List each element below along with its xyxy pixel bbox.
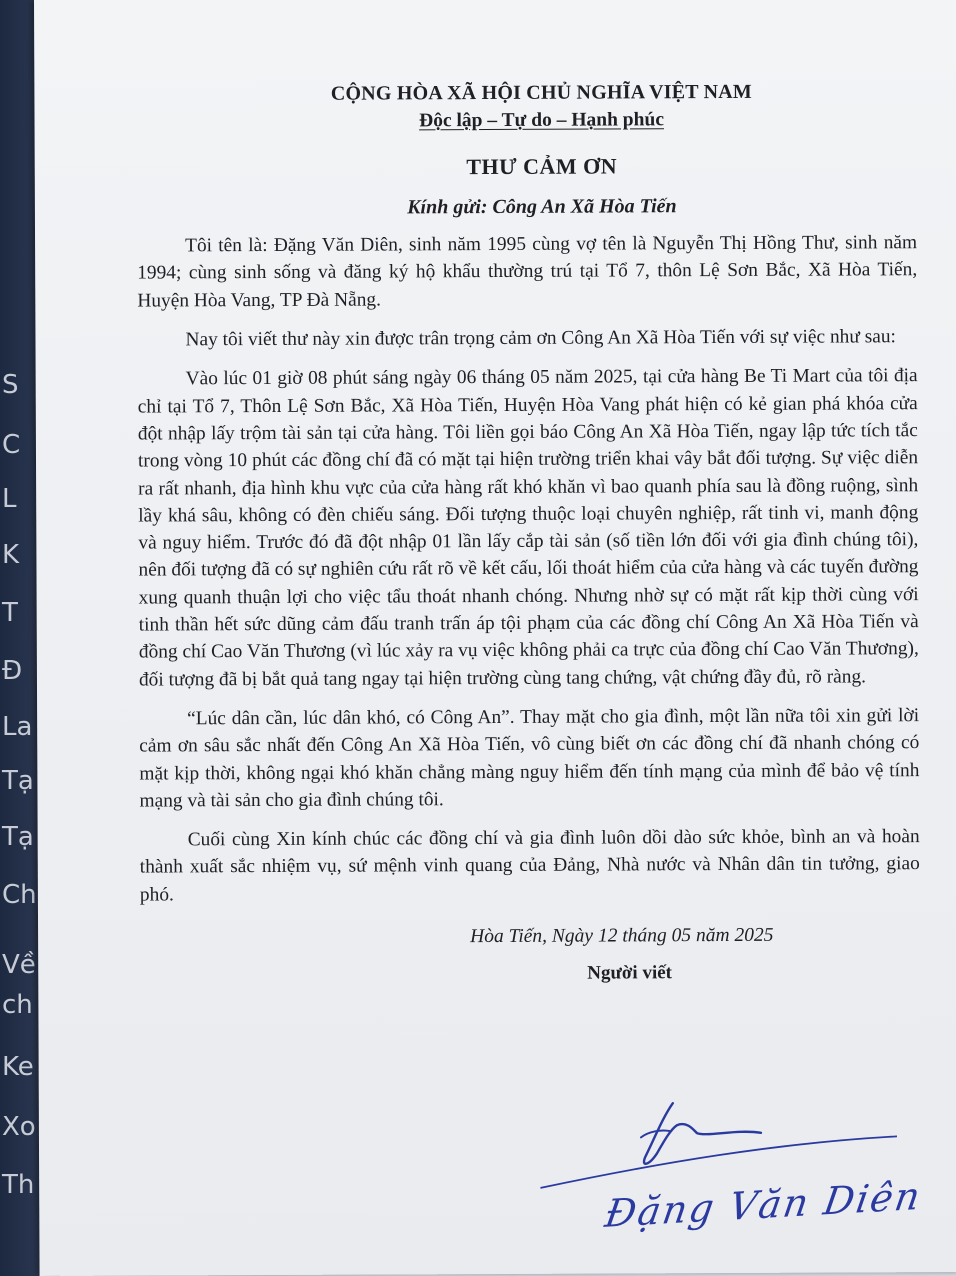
place-and-date: Hòa Tiến, Ngày 12 tháng 05 năm 2025 <box>470 924 774 948</box>
background-text-fragment: Tạ <box>2 766 34 796</box>
letter-page <box>34 0 956 1276</box>
letter-content <box>136 78 920 989</box>
background-text-fragment: Xo <box>2 1112 36 1142</box>
background-text-fragment: Ke <box>2 1052 34 1082</box>
background-text-fragment: Về <box>2 950 36 980</box>
background-text-fragment: Ch <box>2 880 37 910</box>
national-motto <box>166 105 916 136</box>
background-text-fragment: S <box>2 370 19 400</box>
background-text-fragment: Đ <box>2 656 23 686</box>
letter-recipient: Kính gửi: Công An Xã Hòa Tiến <box>407 195 677 219</box>
background-text-fragment: Tạ <box>2 822 34 852</box>
paragraph-gratitude: “Lúc dân cần, lúc dân khó, có Công An”. Thay mặt cho gia đình, một lần nữa tôi xin gửi lời cảm ơn sâu sắc nhất đến Công An Xã Hòa Tiến, vô cùng biết ơn các đồng chí đã nhanh chóng có mặt kịp thời, không ngại khó khăn chẳng màng nguy hiểm đến tính mạng của mình để bảo vệ tính mạng và tài sản cho gia đình chúng tôi. <box>139 705 920 812</box>
motto-text: Độc lập – Tự do – Hạnh phúc <box>419 109 665 132</box>
paragraph-introduction: Tôi tên là: Đặng Văn Diên, sinh năm 1995 cùng vợ tên là Nguyễn Thị Hồng Thư, sinh năm 1994; cùng sinh sống và đăng ký hộ khẩu thường trú tại Tổ 7, thôn Lệ Sơn Bắc, Xã Hòa Tiến, Huyện Hòa Vang, TP Đà Nẵng. <box>137 232 918 312</box>
signature-name: Đặng Văn Diên <box>602 1173 925 1237</box>
background-text-fragment: L <box>2 484 17 514</box>
paragraph-purpose: Nay tôi viết thư này xin được trân trọng cảm ơn Công An Xã Hòa Tiến với sự việc như sau: <box>185 326 896 351</box>
letter-title: THƯ CẢM ƠN <box>466 153 618 179</box>
writer-label: Người viết <box>587 962 673 984</box>
background-text-fragment: C <box>2 430 21 460</box>
paragraph-closing: Cuối cùng Xin kính chúc các đồng chí và gia đình luôn dồi dào sức khỏe, bình an và hoàn thành xuất sắc nhiệm vụ, sứ mệnh vinh quang của Đảng, Nhà nước và Nhân dân tin tưởng, giao phó. <box>139 826 920 906</box>
signature-block <box>537 1076 925 1248</box>
background-text-fragment: T <box>2 598 18 628</box>
background-text-fragment: Th <box>2 1170 35 1200</box>
background-text-fragment: K <box>2 540 20 570</box>
national-title: CỘNG HÒA XÃ HỘI CHỦ NGHĨA VIỆT NAM <box>330 80 753 105</box>
background-text-fragment: La <box>2 712 33 742</box>
background-text-fragment: ch <box>2 990 33 1020</box>
paragraph-incident: Vào lúc 01 giờ 08 phút sáng ngày 06 tháng 05 năm 2025, tại cửa hàng Be Ti Mart của tôi địa chỉ tại Tổ 7, Thôn Lệ Sơn Bắc, Xã Hòa Tiến, Huyện Hòa Vang phát hiện có kẻ gian phá khóa cửa đột nhập lấy trộm tài sản tại cửa hàng. Tôi liền gọi báo Công An Xã Hòa Tiến, ngay lập tức tích tắc trong vòng 10 phút các đồng chí đã có mặt tại hiện trường triển khai vây bắt đối tượng. Sự việc diễn ra rất nhanh, địa hình khu vực của cửa hàng rất khó khăn vì bao quanh phía sau là đồng ruộng, sình lầy khá sâu, không có đèn chiếu sáng. Đối tượng thuộc loại chuyên nghiệp, rất tinh vi, manh động và nguy hiểm. Trước đó đã đột nhập 01 lần lấy cắp tài sản (số tiền lớn đối với gia đình chúng tôi), nên đối tượng đã có sự nghiên cứu rất rõ về kết cấu, lối thoát hiểm của cửa hàng và các tuyến đường xung quanh thuận lợi cho việc tẩu thoát nhanh chóng. Nhưng nhờ sự có mặt rất kịp thời cùng với tinh thần hết sức dũng cảm đấu tranh trấn áp tội phạm của các đồng chí Công An Xã Hòa Tiến và đồng chí Cao Văn Thương (vì lúc xảy ra vụ việc không phải ca trực của đồng chí Cao Văn Thương), đối tượng đã bị bắt quả tang ngay tại hiện trường cùng tang chứng, vật chứng đầy đủ, rõ ràng. <box>137 365 919 691</box>
